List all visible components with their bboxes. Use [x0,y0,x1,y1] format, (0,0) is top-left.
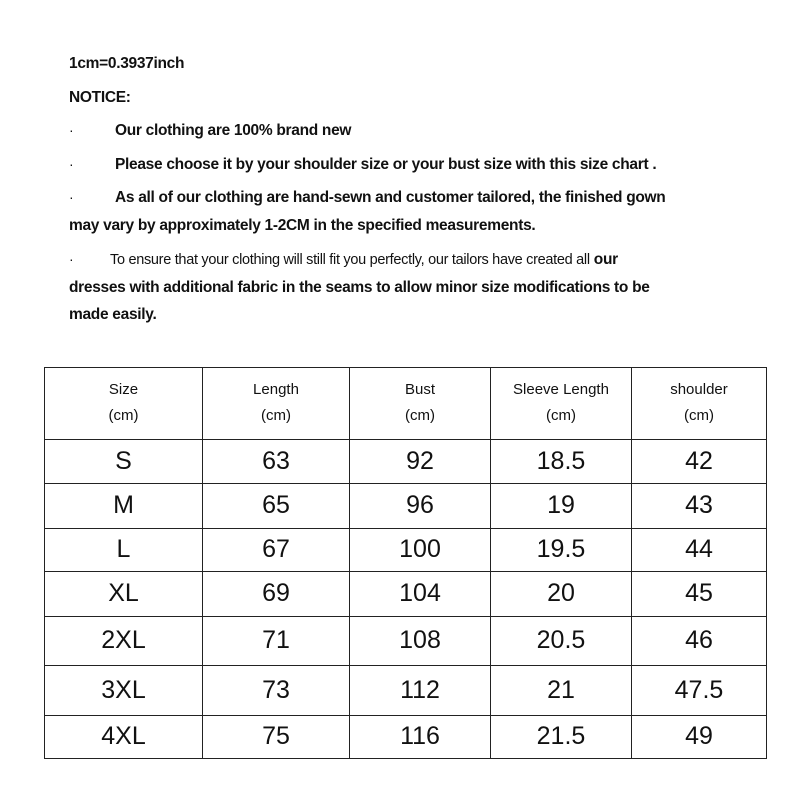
bust-cell: 100 [350,528,491,571]
table-row [45,616,767,666]
bullet-icon: · [69,122,74,138]
shoulder-cell: 43 [632,484,767,528]
column-unit: (cm) [405,407,435,425]
column-header [632,368,767,440]
shoulder-cell: 47.5 [632,666,767,716]
column-unit: (cm) [108,407,139,425]
length-cell: 69 [203,572,350,616]
size-cell: XL [45,572,203,616]
bullet-icon: · [69,251,74,267]
notice-text-continued: dresses with additional fabric in the seams to allow minor size modifications to be [69,279,650,296]
column-name: Bust [404,381,435,399]
sleeve-length-cell: 21 [491,666,632,716]
notice-text: Our clothing are 100% brand new [115,122,352,139]
bust-cell: 104 [350,572,491,616]
table-row [45,484,767,528]
table-row [45,715,767,758]
column-unit: (cm) [261,407,291,425]
table-row [45,439,767,483]
size-cell: 3XL [45,666,203,716]
shoulder-cell: 42 [632,439,767,483]
size-chart-table [44,367,767,759]
notice-text: Please choose it by your shoulder size or your bust size with this size chart . [115,156,657,173]
bust-cell: 112 [350,666,491,716]
bust-cell: 96 [350,484,491,528]
sleeve-length-cell: 21.5 [491,715,632,758]
unit-conversion: 1cm=0.3937inch [69,55,185,72]
table-row [45,572,767,616]
bullet-icon: · [69,189,74,205]
notice-text-continued: may vary by approximately 1-2CM in the specified measurements. [69,217,536,234]
sleeve-length-cell: 20 [491,572,632,616]
column-header [45,368,203,440]
bullet-icon: · [69,156,74,172]
length-cell: 67 [203,528,350,571]
column-header [350,368,491,440]
column-name: shoulder [670,381,728,399]
notice-text-light: To ensure that your clothing will still fit you perfectly, our tailors have created all [110,252,590,268]
size-cell: S [45,439,203,483]
length-cell: 63 [203,439,350,483]
sleeve-length-cell: 20.5 [491,616,632,666]
notice-text-bold: our [589,251,618,268]
table-row [45,666,767,716]
table-row [45,528,767,571]
size-cell: M [45,484,203,528]
bust-cell: 108 [350,616,491,666]
column-name: Length [253,381,299,399]
column-name: Sleeve Length [513,381,609,399]
column-unit: (cm) [684,407,714,425]
length-cell: 65 [203,484,350,528]
bust-cell: 92 [350,439,491,483]
notice-text [110,251,618,269]
length-cell: 71 [203,616,350,666]
shoulder-cell: 49 [632,715,767,758]
notice-text-continued: made easily. [69,306,157,323]
size-cell: L [45,528,203,571]
notice-title: NOTICE: [69,89,131,106]
sleeve-length-cell: 19 [491,484,632,528]
size-cell: 4XL [45,715,203,758]
column-header [491,368,632,440]
shoulder-cell: 44 [632,528,767,571]
length-cell: 75 [203,715,350,758]
shoulder-cell: 46 [632,616,767,666]
size-cell: 2XL [45,616,203,666]
table-header-row [45,368,767,440]
column-unit: (cm) [546,407,576,425]
bust-cell: 116 [350,715,491,758]
shoulder-cell: 45 [632,572,767,616]
sleeve-length-cell: 18.5 [491,439,632,483]
column-name: Size [108,381,139,399]
notice-text: As all of our clothing are hand-sewn and customer tailored, the finished gown [115,189,666,206]
length-cell: 73 [203,666,350,716]
column-header [203,368,350,440]
sleeve-length-cell: 19.5 [491,528,632,571]
